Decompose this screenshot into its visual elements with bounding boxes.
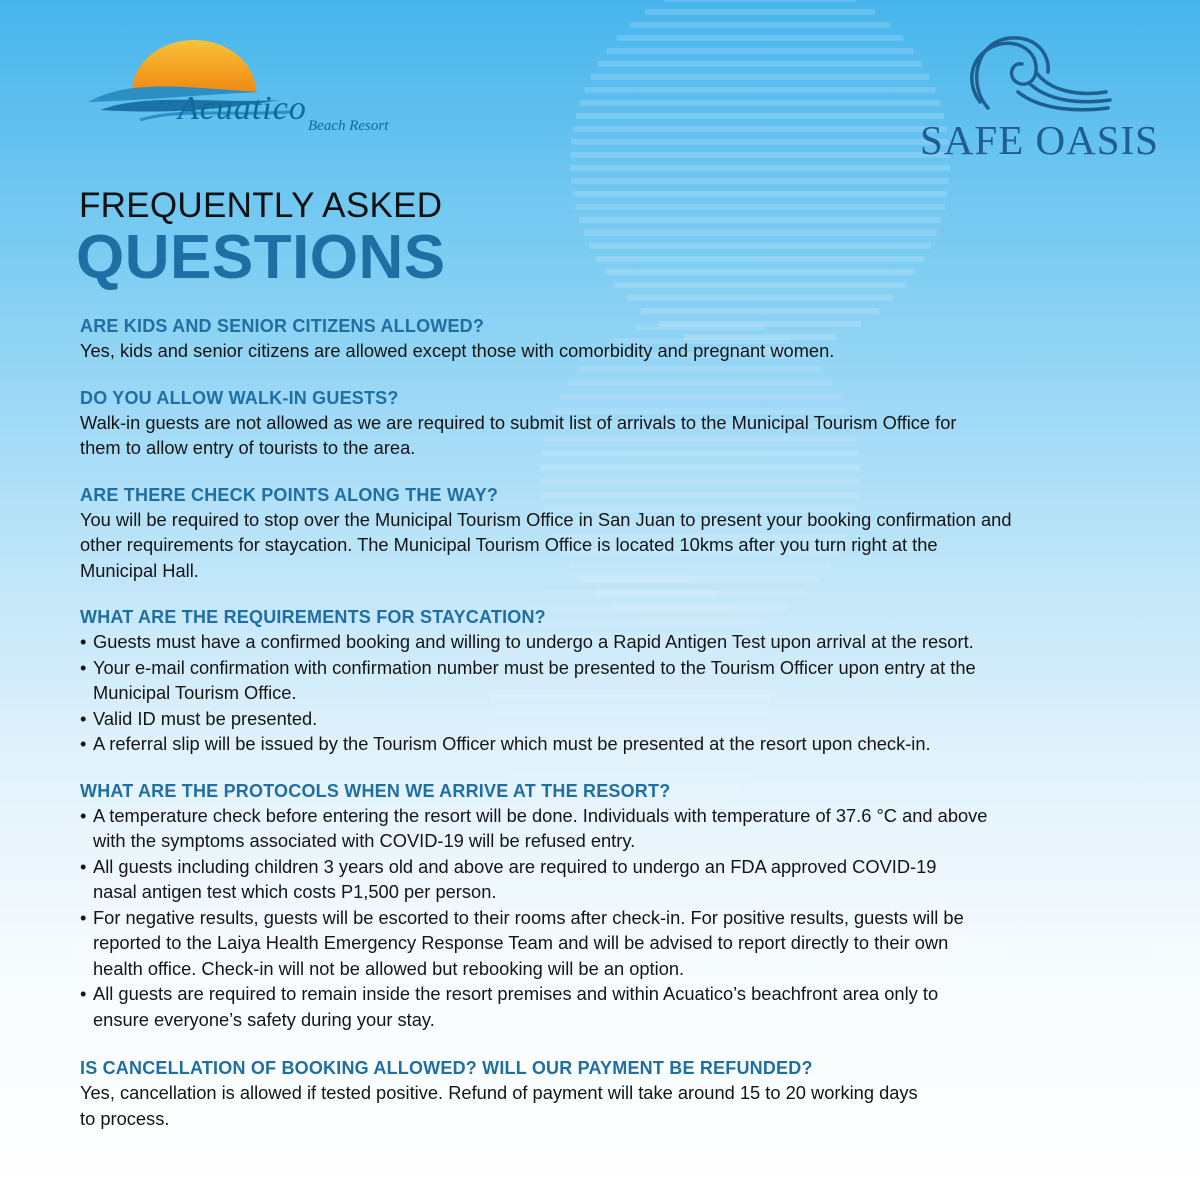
faq-question: DO YOU ALLOW WALK-IN GUESTS? bbox=[80, 387, 399, 408]
bullet-item: • All guests including children 3 years old and above are required to undergo an FDA approved COVID-19 nasal antigen test which costs P1,500 per person. bbox=[80, 854, 1140, 905]
bullet-list bbox=[80, 803, 1140, 1033]
faq-answer: Yes, kids and senior citizens are allowed except those with comorbidity and pregnant women. bbox=[80, 340, 835, 361]
faq-item bbox=[80, 314, 1140, 364]
faq-item bbox=[80, 779, 1140, 1033]
faq-list bbox=[80, 314, 1140, 1153]
safe-oasis-logo bbox=[910, 32, 1160, 172]
bullet-item: • Valid ID must be presented. bbox=[80, 706, 1140, 732]
faq-item bbox=[80, 605, 1140, 757]
faq-answer: other requirements for staycation. The Municipal Tourism Office is located 10kms after you turn right at the bbox=[80, 534, 938, 555]
faq-question: IS CANCELLATION OF BOOKING ALLOWED? WILL OUR PAYMENT BE REFUNDED? bbox=[80, 1058, 813, 1078]
faq-question: WHAT ARE THE REQUIREMENTS FOR STAYCATION? bbox=[80, 607, 546, 627]
faq-item bbox=[80, 386, 1140, 461]
faq-item bbox=[80, 1056, 1140, 1131]
bullet-item: • Guests must have a confirmed booking and willing to undergo a Rapid Antigen Test upon arrival at the resort. bbox=[80, 629, 1140, 655]
faq-item bbox=[80, 483, 1140, 584]
safe-oasis-wordmark: SAFE OASIS bbox=[920, 117, 1159, 163]
acuatico-wordmark: Acuatico bbox=[178, 90, 307, 127]
wave-swirl-icon bbox=[910, 32, 1160, 122]
faq-answer: You will be required to stop over the Municipal Tourism Office in San Juan to present your booking confirmation and bbox=[80, 508, 1012, 530]
faq-answer: Municipal Hall. bbox=[80, 559, 199, 581]
acuatico-tagline: Beach Resort bbox=[308, 118, 389, 134]
faq-answer: to process. bbox=[80, 1107, 170, 1129]
bullet-item: • All guests are required to remain inside the resort premises and within Acuatico’s beachfront area only to ensure everyone’s safety during your stay. bbox=[80, 981, 1140, 1032]
title-line-1: FREQUENTLY ASKED bbox=[79, 186, 443, 225]
faq-question: ARE THERE CHECK POINTS ALONG THE WAY? bbox=[80, 484, 499, 505]
faq-question: WHAT ARE THE PROTOCOLS WHEN WE ARRIVE AT THE RESORT? bbox=[80, 780, 671, 801]
bullet-item: • A temperature check before entering the resort will be done. Individuals with temperature of 37.6 °C and above with the symptoms associated with COVID-19 will be refused entry. bbox=[80, 803, 1140, 854]
faq-question: ARE KIDS AND SENIOR CITIZENS ALLOWED? bbox=[80, 316, 485, 336]
title-line-2: QUESTIONS bbox=[76, 223, 446, 292]
bullet-list bbox=[80, 629, 1140, 757]
faq-answer: Walk-in guests are not allowed as we are required to submit list of arrivals to the Municipal Tourism Office for bbox=[80, 411, 957, 433]
bullet-item: • Your e-mail confirmation with confirmation number must be presented to the Tourism Officer upon entry at the Municipal Tourism Office. bbox=[80, 655, 1140, 706]
bullet-item: • A referral slip will be issued by the Tourism Officer which must be presented at the resort upon check-in. bbox=[80, 731, 1140, 757]
faq-answer: Yes, cancellation is allowed if tested positive. Refund of payment will take around 15 to 20 working days bbox=[80, 1082, 918, 1103]
faq-answer: them to allow entry of tourists to the area. bbox=[80, 437, 416, 458]
acuatico-logo bbox=[80, 30, 400, 160]
bullet-item: • For negative results, guests will be escorted to their rooms after check-in. For positive results, guests will be reported to the Laiya Health Emergency Response Team and will be advised to report directly to their own health office. Check-in will not be allowed but rebooking will be an option. bbox=[80, 905, 1140, 982]
page-title bbox=[76, 186, 446, 292]
